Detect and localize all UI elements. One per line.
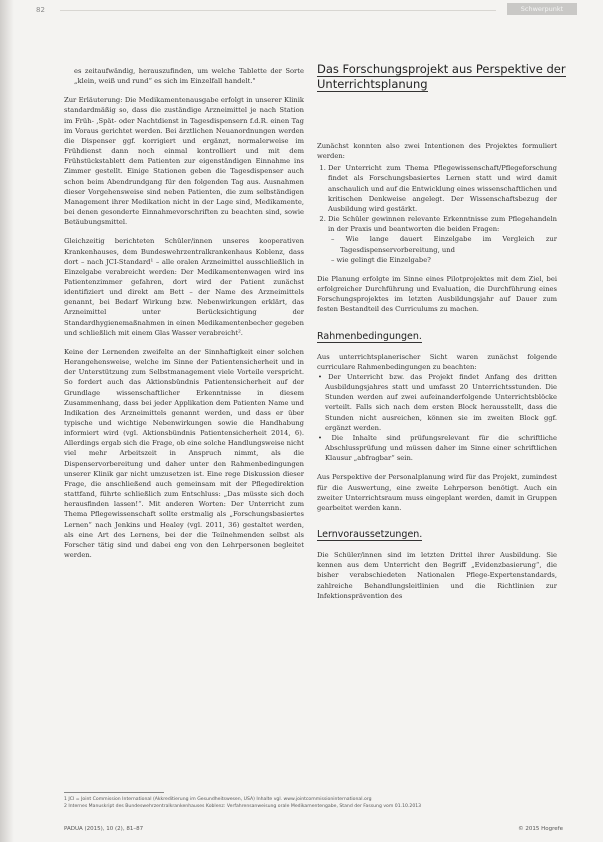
planning-paragraph: Die Planung erfolgte im Sinne eines Pilotprojektes mit dem Ziel, bei erfolgreicher Durchführung und Evaluation, die Durchführung eines Forschungsprojektes im letzten Ausbildungsjahr auf Dauer zum festen Bestandteil des Curriculums zu machen. [317,274,557,314]
article-heading [317,62,567,92]
page-gutter-shadow [0,0,14,842]
footer-citation: PADUA (2015), 10 (2), 81–87 [64,826,144,832]
intentions-list [317,163,557,265]
left-column [64,66,304,569]
left-paragraph-1: Zur Erläuterung: Die Medikamentenausgabe erfolgt in unserer Klinik standardmäßig so, dass die zuständige Arzneimittel je nach Station im Früh- ‚Spät- oder Nachtdienst in Tagesdispensern f.d.R. einen Tag im Voraus gerichtet werden. Bei ärztlichen Neuanordnungen werden die Dispenser ggf. korrigiert und ergänzt, normalerweise im Frühdienst dann noch einmal kontrolliert und mit dem Frühstückstablett dem Patienten zur eigenständigen Einnahme ins Zimmer gestellt. Einige Stationen geben die Tagesdispenser auch schon beim Abendrundgang für den folgenden Tag aus. Ausnahmen dieser Vorgehensweise sind neben Patienten, die zum selbständigen Management ihrer Medikation nicht in der Lage sind, Medikamente, bei denen gesonderte Einnahmevorschriften zu beachten sind, sowie Betäubungsmittel. [64,96,304,227]
condition-item: • Der Unterricht bzw. das Projekt findet Anfang des dritten Ausbildungsjahres statt und umfasst 20 Unterrichtsstunden. Die Stunden werden auf zwei aufeinanderfolgende Unterrichtsblöcke verteilt. Falls sich nach dem ersten Block herausstellt, dass die Stunden nicht ausreichen, können sie im zweiten Block ggf. ergänzt werden. [325,372,557,433]
personnel-paragraph: Aus Perspektive der Personalplanung wird für das Projekt, zumindest für die Auswertung, eine zweite Lehrperson benötigt. Auch ein zweiter Unterrichtsraum muss eingeplant werden, damit in Gruppen gearbeitet werden kann. [317,473,557,512]
footer-publisher: © 2015 Hogrefe [518,826,563,832]
right-column [317,141,557,610]
intention-item: 1. Der Unterricht zum Thema Pflegewissenschaft/Pflegeforschung findet als Forschungsbasiertes Lernen statt und wird damit anschaulich und auf die Entwicklung eines wissenschaftlichen und kritischen Denkweise angelegt. Der Wissenschaftsbezug der Ausbildung wird gestärkt. [328,163,557,214]
footnote-1: 1 JCI = Joint Commission International (Akkreditierung im Gesundheitswesen, USA) Inhalte vgl. www.jointcommissioninternational.org [64,797,372,802]
questions-list [328,234,557,264]
learners-paragraph: Die Schüler/innen sind im letzten Drittel ihrer Ausbildung. Sie kennen aus dem Unterricht den Begriff „Evidenzbasierung“, die bisher verabschiedeten Nationalen Pflege-Expertenstandards, zahlreiche Behandlungsleitlinien und die Richtlinien zur Infektionsprävention des [317,551,557,600]
subheading-lernvoraussetzungen: Lernvoraussetzungen. [317,529,423,540]
conditions-intro: Aus unterrichtsplanerischer Sicht waren zunächst folgende curriculare Rahmenbedingungen zu beachten: [317,352,557,371]
question-item: – wie gelingt die Einzelgabe? [340,255,557,265]
condition-item: • Die Inhalte sind prüfungsrelevant für die schriftliche Abschlussprüfung und müssen daher im Sinne einer schriftlichen Klausur „abfragbar“ sein. [325,433,557,463]
header-rule [60,10,496,11]
left-paragraph-3: Keine der Lernenden zweifelte an der Sinnhaftigkeit einer solchen Herangehensweise, welche im Sinne der Patientensicherheit und in der Unterstützung zum Selbstmanagement viele Vorteile verspricht. So fordert auch das Aktionsbündnis Patientensicherheit auf der Grundlage wissenschaftlicher Erkenntnisse in diesem Zusammenhang, dass bei jeder Applikation dem Patienten Name und Indikation des Arzneimittels genannt werden, und dass er über typische und wichtige Nebenwirkungen sowie die Handhabung informiert wird (vgl. Aktionsbündnis Patientensicherheit 2014, 6). Allerdings ergab sich die Frage, ob eine solche Handlungsweise nicht viel mehr Arbeitszeit in Anspruch nimmt, als die Dispenservorbereitung und daher unter den Rahmenbedingungen unserer Klinik gar nicht umzusetzen ist. Eine rege Diskussion dieser Frage, die anschließend auch gemeinsam mit der Pflegedirektion stattfand, führte schließlich zum Entschluss: „Das müsste sich doch herausfinden lassen!“. Mit anderen Worten: Der Unterricht zum Thema Pflegewissenschaft sollte erstmalig als „Forschungsbasiertes Lernen“ nach Jenkins und Healey (vgl. 2011, 36) gestaltet werden, als eine Art des Lernens, bei der die Teilnehmenden selbst als Forscher tätig sind und dabei eng von den Lehrpersonen begleitet werden. [64,347,304,560]
left-paragraph-2: Gleichzeitig berichteten Schüler/innen unseres kooperativen Krankenhauses, dem Bundeswehrzentralkrankenhaus Koblenz, dass dort – nach JCI-Standard¹ – alle oralen Arzneimittel ausschließlich in Einzelgabe verabreicht werden: Der Medikamentenwagen wird ins Patientenzimmer gefahren, dort wird der Patient zunächst identifiziert und direkt am Bett – der Name des Arzneimittels genannt, bei Bedarf Wirkung bzw. Nebenwirkungen erklärt, das Arzneimittel unter Berücksichtigung der Standardhygienemaßnahmen in einen Medikamentenbecher gegeben und schließlich mit einem Glas Wasser verabreicht². [64,237,304,337]
subheading-rahmenbedingungen: Rahmenbedingungen. [317,330,422,342]
footnotes [64,796,564,810]
article-heading-text: Das Forschungsprojekt aus Perspektive der Unterrichtsplanung [317,62,566,91]
left-intro: es zeitaufwändig, herauszufinden, um welche Tablette der Sorte „klein, weiß und rund“ es sich im Einzelfall handelt." [74,67,304,86]
footnote-rule [64,792,164,793]
footnote-2: 2 Internes Manuskript des Bundeswehrzentralkrankenhauses Koblenz: Verfahrensanweisung orale Medikamentengabe, Stand der Fassung vom 01.10.2013 [64,804,422,809]
question-item: – Wie lange dauert Einzelgabe im Vergleich zur Tagesdispenservorbereitung, und [340,234,557,254]
page-number: 82 [36,6,45,14]
conditions-list [317,372,557,463]
right-intro: Zunächst konnten also zwei Intentionen des Projektes formuliert werden: [317,142,557,161]
section-tab: Schwerpunkt [507,3,577,15]
intention-item: 2. Die Schüler gewinnen relevante Erkenntnisse zum Pflegehandeln in der Praxis und beantworten die beiden Fragen: – Wie lange dauert Einzelgabe im Vergleich zur Tagesdispenservorbereitung, und – wie gelingt die Einzelgabe? [328,214,557,265]
